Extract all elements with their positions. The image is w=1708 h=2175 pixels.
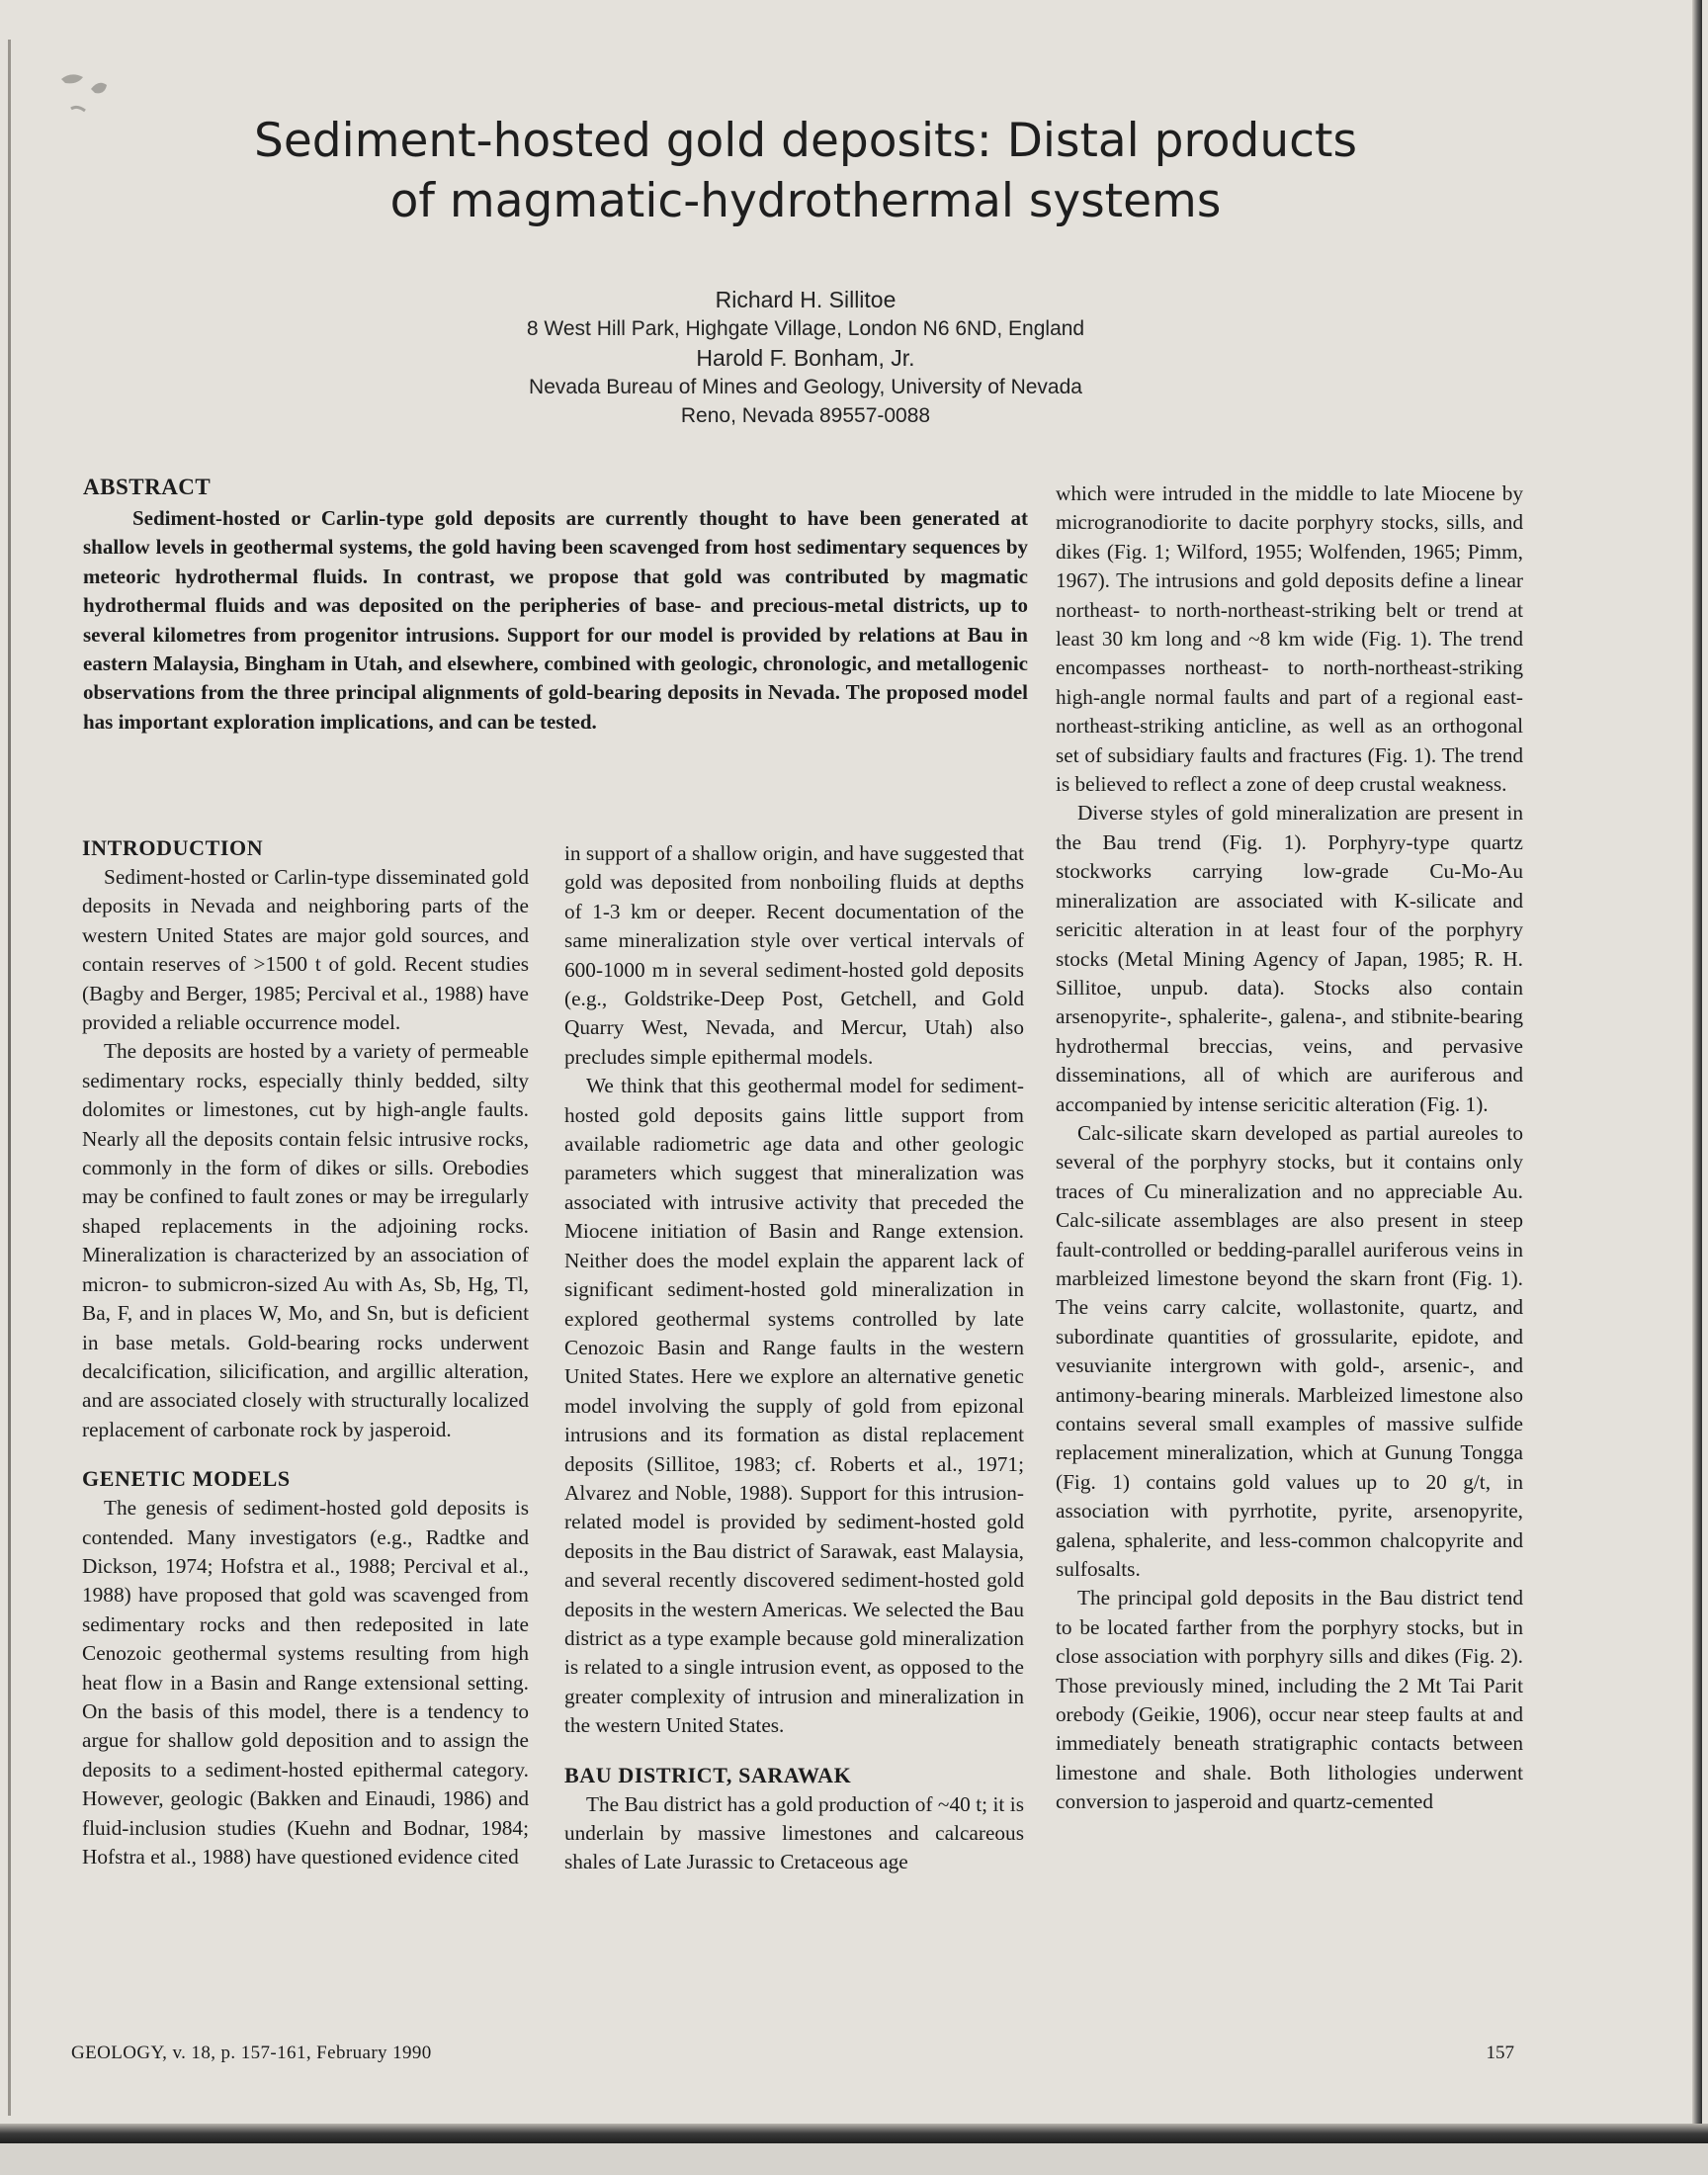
paragraph: The Bau district has a gold production of ~40 t; it is underlain by massive limestones and calcareous shales of Late Jurassic to Cretaceous age bbox=[564, 1791, 1024, 1874]
author-affiliation: Reno, Nevada 89557-0088 bbox=[680, 404, 931, 427]
section-heading: INTRODUCTION bbox=[82, 835, 264, 860]
paragraph: which were intruded in the middle to late Miocene by microgranodiorite to dacite porphyry stocks, sills, and dikes (Fig. 1; Wilford, 1955; Wolfenden, 1965; Pimm, 1967). The intrusions and gold deposits define a linear northeast- to north-northeast-striking belt or trend at least 30 km long and ~8 km wide (Fig. 1). The trend encompasses northeast- to north-northeast-striking high-angle normal faults and part of a regional east-northeast-striking anticline, as well as an orthogonal set of subsidiary faults and fractures (Fig. 1). The trend is believed to reflect a zone of deep crustal weakness. bbox=[1056, 481, 1523, 797]
title-line-2: of magmatic-hydrothermal systems bbox=[389, 174, 1222, 228]
journal-citation: GEOLOGY, v. 18, p. 157-161, February 1990 bbox=[71, 2043, 432, 2063]
page-edge-left bbox=[8, 40, 11, 2116]
paragraph: Diverse styles of gold mineralization are present in the Bau trend (Fig. 1). Porphyry-type quartz stockworks carrying low-grade Cu-Mo-Au mineralization are associated with K-silicate and sericitic alteration in at least four of the porphyry stocks (Metal Mining Agency of Japan, 1985; R. H. Sillitoe, unpub. data). Stocks also contain arsenopyrite-, sphalerite-, galena-, and stibnite-bearing hydrothermal breccias, veins, and pervasive disseminations, all of which are auriferous and accompanied by intense sericitic alteration (Fig. 1). bbox=[1056, 801, 1523, 1116]
ink-smudge-mark bbox=[51, 59, 150, 138]
author-name: Richard H. Sillitoe bbox=[715, 287, 897, 312]
paragraph: The principal gold deposits in the Bau district tend to be located farther from the porphyry stocks, but in close association with porphyry sills and dikes (Fig. 2). Those previously mined, including the 2 Mt Tai Parit orebody (Geikie, 1906), occur near steep faults at and immediately beneath stratigraphic contacts between limestone and shale. Both lithologies underwent conversion to jasperoid and quartz-cemented bbox=[1056, 1586, 1523, 1814]
paragraph: Calc-silicate skarn developed as partial aureoles to several of the porphyry stocks, but it contains only traces of Cu mineralization and no appreciable Au. Calc-silicate assemblages are also present in steep fault-controlled or bedding-parallel auriferous veins in marbleized limestone beyond the skarn front (Fig. 1). The veins carry calcite, wollastonite, quartz, and subordinate quantities of grossularite, epidote, and vesuvianite intergrown with gold-, arsenic-, and antimony-bearing minerals. Marbleized limestone also contains several small examples of massive sulfide replacement mineralization, which at Gunung Tongga (Fig. 1) contains gold values up to 20 g/t, in association with pyrrhotite, pyrite, arsenopyrite, galena, sphalerite, and less-common chalcopyrite and sulfosalts. bbox=[1056, 1120, 1523, 1582]
author-affiliation: 8 West Hill Park, Highgate Village, London N6 6ND, England bbox=[526, 317, 1085, 340]
author-affiliation: Nevada Bureau of Mines and Geology, University of Nevada bbox=[529, 376, 1082, 398]
abstract-heading: ABSTRACT bbox=[83, 475, 212, 499]
column-middle bbox=[564, 839, 1024, 1877]
page-edge-right bbox=[1692, 0, 1702, 2175]
scan-margin bbox=[0, 2143, 1708, 2175]
abstract-text: Sediment-hosted or Carlin-type gold deposits are currently thought to have been generated at shallow levels in geothermal systems, the gold having been scavenged from host sedimentary sequences by meteoric hydrothermal fluids. In contrast, we propose that gold was contributed by magmatic hydrothermal fluids and was deposited on the peripheries of base- and precious-metal districts, up to several kilometres from progenitor intrusions. Support for our model is provided by relations at Bau in eastern Malaysia, Bingham in Utah, and elsewhere, combined with geologic, chronologic, and metallogenic observations from the three principal alignments of gold-bearing deposits in Nevada. The proposed model has important exploration implications, and can be tested. bbox=[83, 506, 1028, 734]
section-heading: GENETIC MODELS bbox=[82, 1466, 291, 1492]
scan-bottom-edge bbox=[0, 2124, 1708, 2143]
paragraph: in support of a shallow origin, and have suggested that gold was deposited from nonboiling fluids at depths of 1-3 km or deeper. Recent documentation of the same mineralization style over vertical intervals of 600-1000 m in several sediment-hosted gold deposits (e.g., Goldstrike-Deep Post, Getchell, and Gold Quarry West, Nevada, and Mercur, Utah) also precludes simple epithermal models. bbox=[564, 841, 1024, 1069]
page-number: 157 bbox=[1486, 2043, 1514, 2063]
paragraph: We think that this geothermal model for sediment-hosted gold deposits gains little support from available radiometric age data and other geologic parameters which suggest that mineralization was associated with intrusive activity that preceded the Miocene initiation of Basin and Range extension. Neither does the model explain the apparent lack of significant sediment-hosted gold mineralization in explored geothermal systems controlled by late Cenozoic Basin and Range faults in the western United States. Here we explore an alternative genetic model involving the supply of gold from epizonal intrusions and its formation as distal replacement deposits (Sillitoe, 1983; cf. Roberts et al., 1971; Alvarez and Noble, 1988). Support for this intrusion-related model is provided by sediment-hosted gold deposits in the Bau district of Sarawak, east Malaysia, and several recently discovered sediment-hosted gold deposits in the western Americas. We selected the Bau district as a type example because gold mineralization is related to a single intrusion event, as opposed to the greater complexity of intrusion and mineralization in the western United States. bbox=[564, 1074, 1024, 1738]
author-name: Harold F. Bonham, Jr. bbox=[696, 345, 915, 371]
section-heading: BAU DISTRICT, SARAWAK bbox=[564, 1762, 852, 1787]
article-title bbox=[148, 111, 1463, 231]
author-block bbox=[198, 285, 1413, 430]
paragraph: The genesis of sediment-hosted gold deposits is contended. Many investigators (e.g., Radtke and Dickson, 1974; Hofstra et al., 1988; Percival et al., 1988) have proposed that gold was scavenged from sedimentary rocks and then redeposited in late Cenozoic geothermal systems resulting from high heat flow in a Basin and Range extensional setting. On the basis of this model, there is a tendency to argue for shallow gold deposition and to assign the deposits to a sediment-hosted epithermal category. However, geologic (Bakken and Einaudi, 1986) and fluid-inclusion studies (Kuehn and Bodnar, 1984; Hofstra et al., 1988) have questioned evidence cited bbox=[82, 1496, 529, 1869]
column-left bbox=[82, 833, 529, 1871]
column-right bbox=[1056, 479, 1523, 1817]
title-line-1: Sediment-hosted gold deposits: Distal products bbox=[254, 114, 1357, 168]
paragraph: The deposits are hosted by a variety of permeable sedimentary rocks, especially thinly bedded, silty dolomites or limestones, cut by high-angle faults. Nearly all the deposits contain felsic intrusive rocks, commonly in the form of dikes or sills. Orebodies may be confined to fault zones or may be irregularly shaped replacements in the adjoining rocks. Mineralization is characterized by an association of micron- to submicron-sized Au with As, Sb, Hg, Tl, Ba, F, and in places W, Mo, and Sn, but is deficient in base metals. Gold-bearing rocks underwent decalcification, silicification, and argillic alteration, and are associated closely with structurally localized replacement of carbonate rock by jasperoid. bbox=[82, 1039, 529, 1441]
paragraph: Sediment-hosted or Carlin-type disseminated gold deposits in Nevada and neighboring parts of the western United States are major gold sources, and contain reserves of >1500 t of gold. Recent studies (Bagby and Berger, 1985; Percival et al., 1988) have provided a reliable occurrence model. bbox=[82, 865, 529, 1035]
